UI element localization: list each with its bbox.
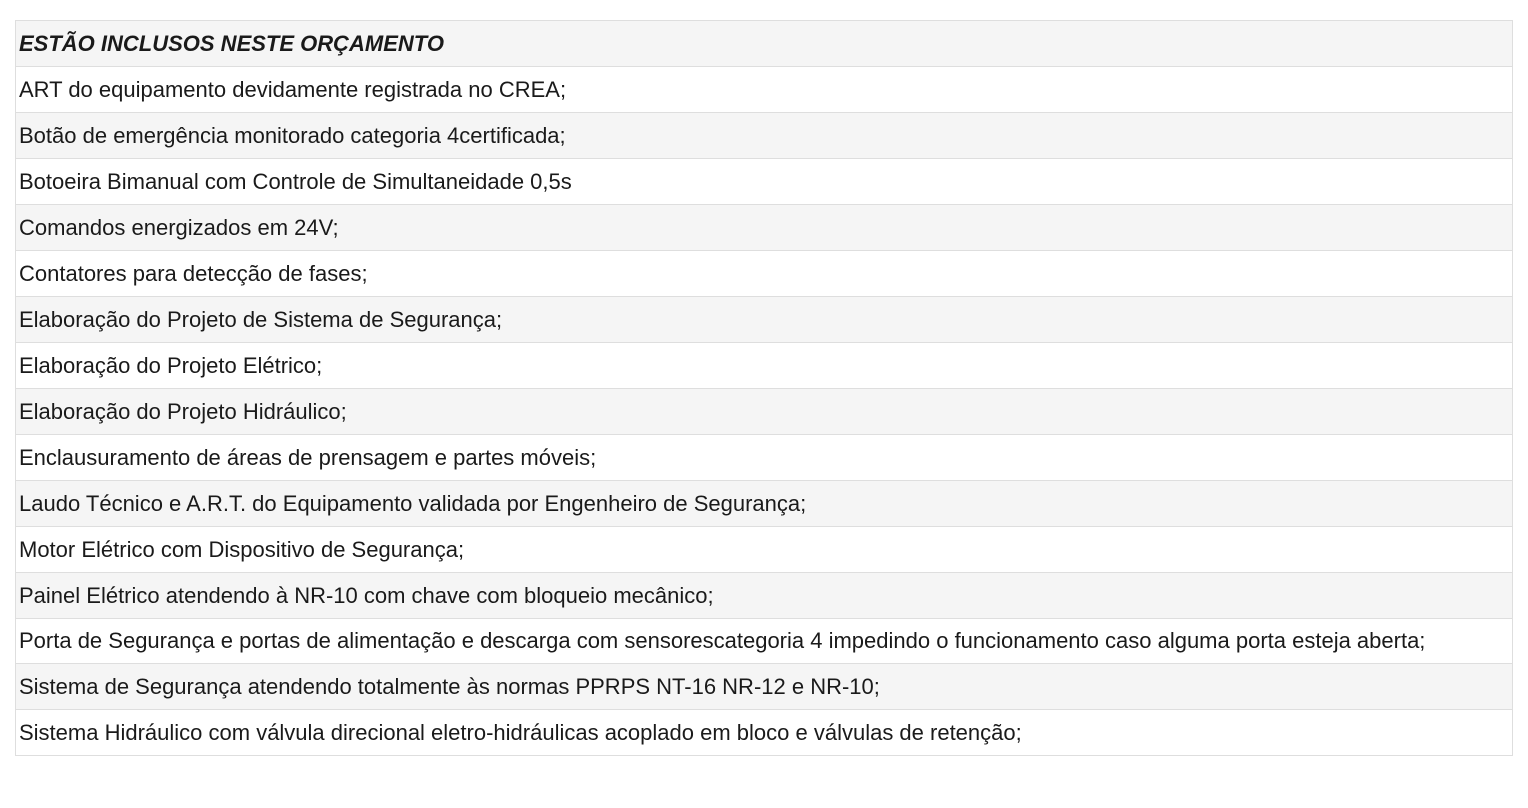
table-row [16, 113, 1513, 159]
table-row [16, 251, 1513, 297]
table-cell: ART do equipamento devidamente registrada no CREA; [16, 67, 1513, 113]
table-header-cell: ESTÃO INCLUSOS NESTE ORÇAMENTO [16, 21, 1513, 67]
table-cell: Contatores para detecção de fases; [16, 251, 1513, 297]
table-cell: Elaboração do Projeto de Sistema de Segurança; [16, 297, 1513, 343]
table-row [16, 67, 1513, 113]
table-row [16, 205, 1513, 251]
included-items-section [15, 20, 1513, 756]
table-cell: Sistema Hidráulico com válvula direcional eletro-hidráulicas acoplado em bloco e válvulas de retenção; [16, 710, 1513, 756]
table-cell: Sistema de Segurança atendendo totalmente às normas PPRPS NT-16 NR-12 e NR-10; [16, 664, 1513, 710]
table-row [16, 435, 1513, 481]
table-row [16, 159, 1513, 205]
table-row [16, 619, 1513, 664]
included-items-table [15, 20, 1513, 756]
table-row [16, 343, 1513, 389]
table-row [16, 481, 1513, 527]
table-cell: Porta de Segurança e portas de alimentação e descarga com sensorescategoria 4 impedindo o funcionamento caso alguma porta esteja aberta; [16, 619, 1513, 664]
table-row [16, 573, 1513, 619]
table-cell: Motor Elétrico com Dispositivo de Segurança; [16, 527, 1513, 573]
table-cell: Comandos energizados em 24V; [16, 205, 1513, 251]
table-cell: Laudo Técnico e A.R.T. do Equipamento validada por Engenheiro de Segurança; [16, 481, 1513, 527]
table-cell: Elaboração do Projeto Hidráulico; [16, 389, 1513, 435]
table-row [16, 527, 1513, 573]
table-cell: Painel Elétrico atendendo à NR-10 com chave com bloqueio mecânico; [16, 573, 1513, 619]
table-cell: Enclausuramento de áreas de prensagem e partes móveis; [16, 435, 1513, 481]
table-row [16, 710, 1513, 756]
table-header-row [16, 21, 1513, 67]
table-cell: Elaboração do Projeto Elétrico; [16, 343, 1513, 389]
table-row [16, 389, 1513, 435]
table-row [16, 664, 1513, 710]
table-row [16, 297, 1513, 343]
table-cell: Botão de emergência monitorado categoria 4certificada; [16, 113, 1513, 159]
table-cell: Botoeira Bimanual com Controle de Simultaneidade 0,5s [16, 159, 1513, 205]
